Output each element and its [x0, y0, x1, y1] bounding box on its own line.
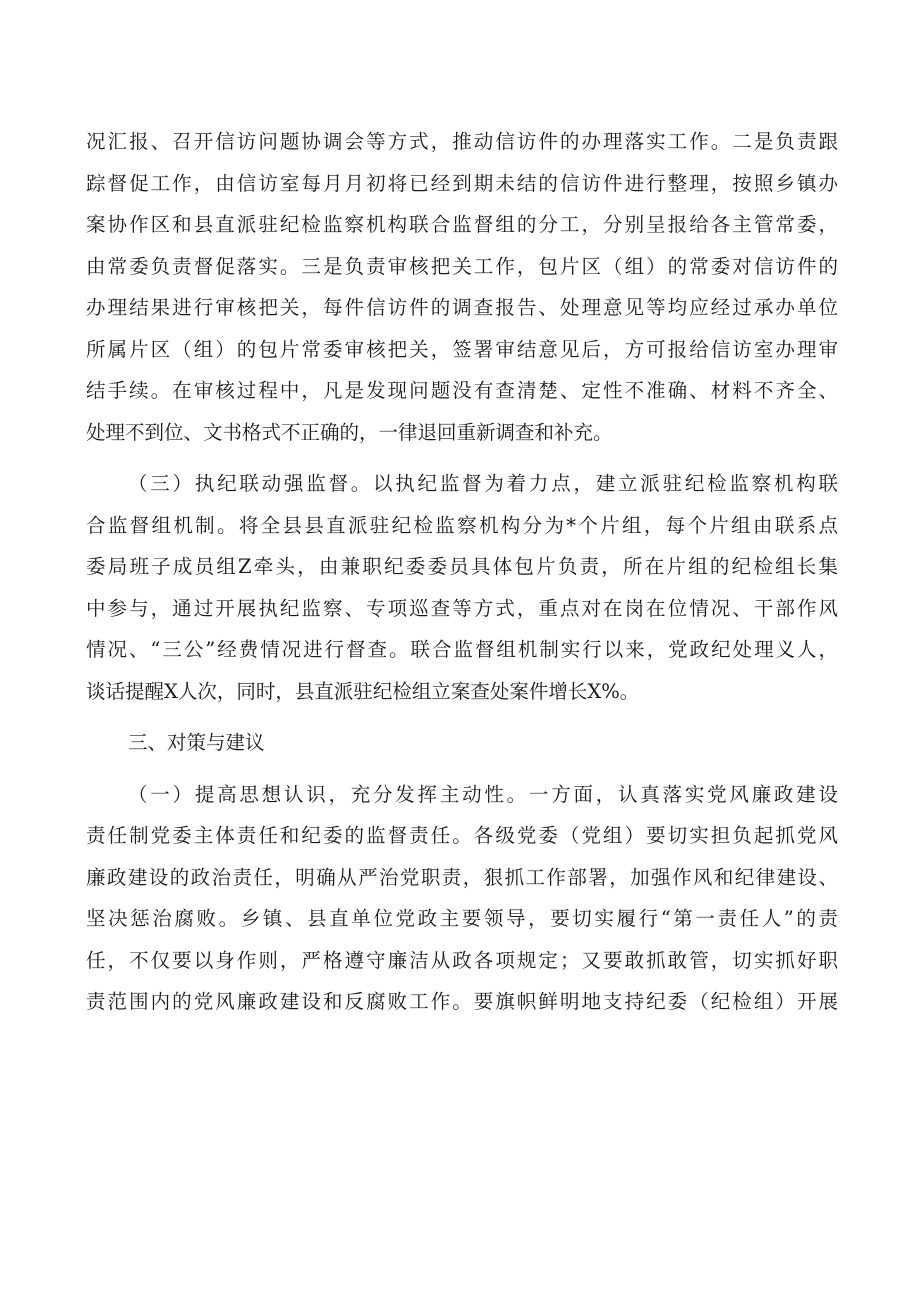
text-line: 中参与，通过开展执纪监察、专项巡查等方式，重点对在岗在位情况、干部作风 [86, 596, 838, 620]
text-line: 由常委负责督促落实。三是负责审核把关工作，包片区（组）的常委对信访件的 [86, 254, 838, 278]
text-line: 合监督组机制。将全县县直派驻纪检监察机构分为*个片组，每个片组由联系点 [86, 513, 838, 537]
text-line: 案协作区和县直派驻纪检监察机构联合监督组的分工，分别呈报给各主管常委， [86, 213, 838, 236]
text-line: （三）执纪联动强监督。以执纪监督为着力点，建立派驻纪检监察机构联 [128, 472, 838, 495]
text-line: （一）提高思想认识，充分发挥主动性。一方面，认真落实党风廉政建设 [128, 782, 838, 806]
paragraph-joint-supervision [86, 463, 838, 712]
document-body [86, 121, 838, 1023]
text-line: 况汇报、召开信访问题协调会等方式，推动信访件的办理落实工作。二是负责跟 [86, 130, 838, 153]
text-line: 情况、“三公”经费情况进行督查。联合监督组机制实行以来，党政纪处理义人， [86, 638, 838, 661]
text-line: 廉政建设的政治责任，明确从严治党职责，狠抓工作部署，加强作风和纪律建设、 [86, 865, 838, 889]
paragraph-gap [86, 453, 838, 463]
paragraph-gap [86, 764, 838, 774]
text-line: 任，不仅要以身作则，严格遵守廉洁从政各项规定；又要敢抓敢管，切实抓好职 [86, 948, 838, 972]
paragraph-complaint-handling [86, 121, 838, 453]
text-line: 谈话提醒X人次，同时，县直派驻纪检组立案查处案件增长X%。 [86, 679, 640, 703]
section-heading: 三、对策与建议 [128, 731, 265, 754]
text-line: 责任制党委主体责任和纪委的监督责任。各级党委（党组）要切实担负起抓党风 [86, 824, 838, 847]
text-line: 委局班子成员组Z牵头，由兼职纪委委员具体包片负责，所在片组的纪检组长集 [86, 555, 838, 578]
text-line: 办理结果进行审核把关，每件信访件的调查报告、处理意见等均应经过承办单位 [86, 296, 838, 319]
text-line: 踪督促工作，由信访室每月月初将已经到期未结的信访件进行整理，按照乡镇办 [86, 171, 838, 195]
paragraph-gap [86, 712, 838, 722]
paragraph-improve-awareness [86, 774, 838, 1023]
text-line: 处理不到位、文书格式不正确的，一律退回重新调查和补充。 [86, 420, 613, 444]
text-line: 结手续。在审核过程中，凡是发现问题没有查清楚、定性不准确、材料不齐全、 [86, 379, 838, 402]
text-line: 坚决惩治腐败。乡镇、县直单位党政主要领导，要切实履行“第一责任人”的责 [86, 907, 838, 930]
text-line: 责范围内的党风廉政建设和反腐败工作。要旗帜鲜明地支持纪委（纪检组）开展 [86, 990, 838, 1013]
text-line: 所属片区（组）的包片常委审核把关，签署审结意见后，方可报给信访室办理审 [86, 337, 838, 361]
